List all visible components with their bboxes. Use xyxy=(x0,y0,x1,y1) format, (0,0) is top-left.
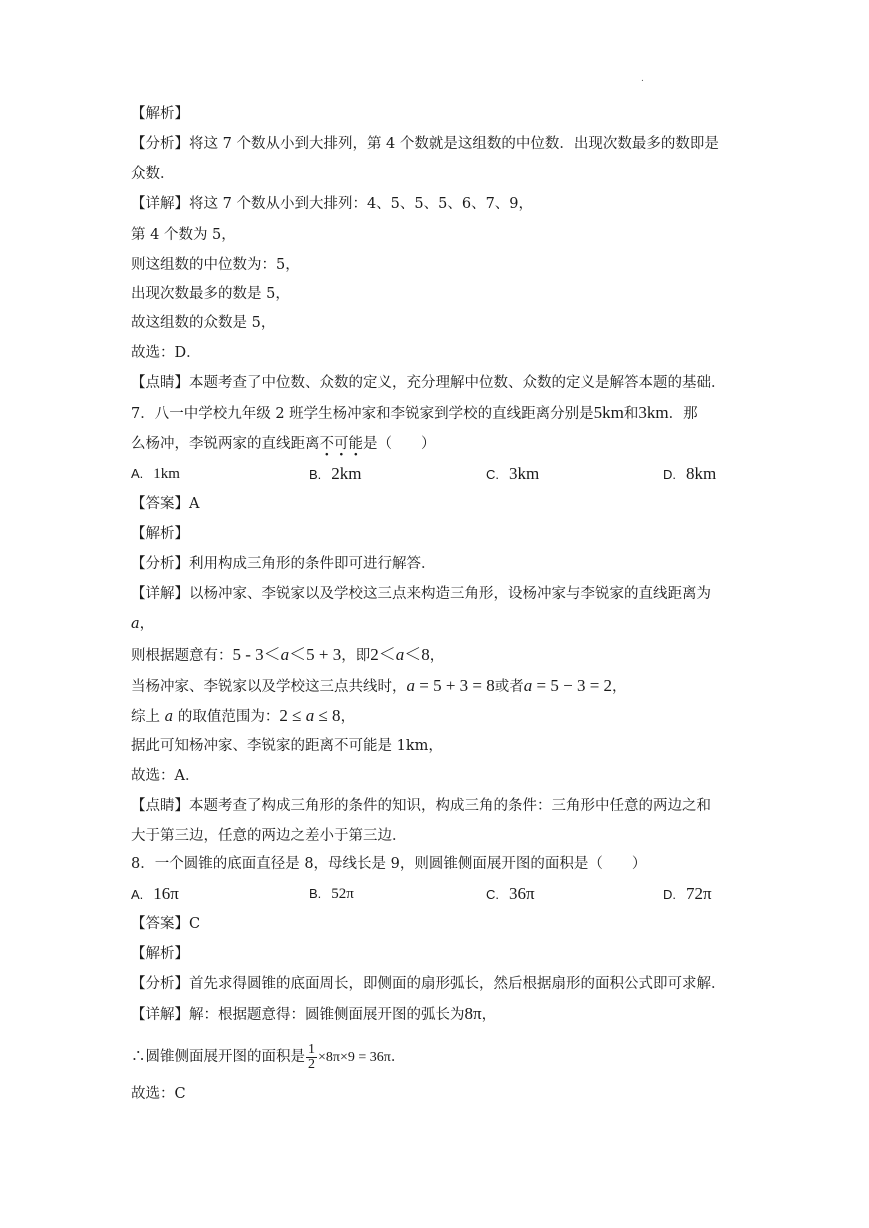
math: ×8π×9 = 36π xyxy=(318,1050,391,1065)
q7-xiangjie: 【详解】以杨冲家、李锐家以及学校这三点来构造三角形，设杨冲家与李锐家的直线距离为 xyxy=(131,586,711,602)
option-value: 8km xyxy=(686,464,717,483)
math: ≤ 8 xyxy=(314,706,341,725)
option-value: 52π xyxy=(331,886,354,902)
solution-line: 故这组数的众数是 5， xyxy=(131,315,276,331)
option-label: B. xyxy=(309,467,322,482)
text: ， xyxy=(340,709,356,725)
option-value: 3km xyxy=(509,464,540,483)
q8-xiangjie xyxy=(131,1004,496,1025)
q8-option-c xyxy=(486,884,535,905)
q7-distance-1: 5km xyxy=(593,403,624,422)
q7-conclusion: 据此可知杨冲家、李锐家的距离不可能是 1km， xyxy=(131,738,443,754)
math: ＜5 + 3 xyxy=(289,645,342,664)
text: 【详解】解：根据题意得：圆锥侧面展开图的弧长为 xyxy=(131,1007,465,1023)
text: ， xyxy=(429,648,445,664)
q8-answer: 【答案】C xyxy=(131,916,201,932)
q7-stem-end: ．那 xyxy=(668,406,698,422)
text: ． xyxy=(390,1049,406,1065)
solution-line: 则这组数的中位数为：5， xyxy=(131,257,300,273)
q7-stem2-end: 是（ ） xyxy=(363,436,436,452)
q8-stem: 8．一个圆锥的底面直径是 8，母线长是 9，则圆锥侧面展开图的面积是（ ） xyxy=(131,856,647,872)
option-value: 72π xyxy=(686,884,712,903)
text: 综上 xyxy=(131,709,165,725)
q8-jiexi: 【解析】 xyxy=(131,946,189,962)
q7-dianjing: 【点睛】本题考查了构成三角形的条件的知识，构成三角的条件：三角形中任意的两边之和 xyxy=(131,798,711,814)
option-label: A. xyxy=(131,466,144,481)
q7-stem-cont xyxy=(131,434,436,454)
q8-option-b xyxy=(309,884,354,904)
text: 则根据题意有： xyxy=(131,648,233,664)
variable-a: a xyxy=(395,645,405,664)
fraction-denominator: 2 xyxy=(308,1056,315,1072)
q8-area-line xyxy=(131,1042,405,1073)
q8-final: 故选：C xyxy=(131,1086,186,1102)
q7-distance-2: 3km xyxy=(638,403,669,422)
solution-line: 故选：D． xyxy=(131,345,201,361)
text: ， xyxy=(612,679,627,695)
option-value: 16π xyxy=(153,884,179,903)
variable-a: a xyxy=(523,676,533,695)
q7-stem2-text: 么杨冲，李锐两家的直线距离 xyxy=(131,436,320,452)
fraction-numerator: 1 xyxy=(308,1041,315,1057)
option-label: C. xyxy=(486,887,499,902)
emphasis-char: 能 xyxy=(348,436,363,452)
solution-line: 第 4 个数为 5， xyxy=(131,227,236,243)
q8-option-d xyxy=(663,884,712,905)
text: ，即 xyxy=(341,648,371,664)
q7-option-d xyxy=(663,464,716,485)
q8-option-a xyxy=(131,884,179,905)
option-value: 1km xyxy=(153,466,180,482)
option-value: 36π xyxy=(509,884,535,903)
q7-xiangjie-cont xyxy=(131,614,154,634)
q7-stem-text: 7．八一中学校九年级 2 班学生杨冲家和李锐家到学校的直线距离分别是 xyxy=(131,406,594,422)
q7-answer: 【答案】A xyxy=(131,496,200,512)
xiangjie-line: 【详解】将这 7 个数从小到大排列：4、5、5、5、6、7、9， xyxy=(131,196,534,212)
q7-and: 和 xyxy=(623,406,639,422)
q7-range-line xyxy=(131,706,355,727)
variable-a: a xyxy=(305,706,315,725)
option-value: 2km xyxy=(331,464,362,483)
q7-option-c xyxy=(486,464,539,485)
q7-fenxi: 【分析】利用构成三角形的条件即可进行解答． xyxy=(131,556,436,572)
dianjing-line: 【点睛】本题考查了中位数、众数的定义，充分理解中位数、众数的定义是解答本题的基础． xyxy=(131,375,726,391)
math: = 5 − 3 = 2 xyxy=(532,676,613,695)
text: 的取值范围为： xyxy=(173,709,280,725)
math: = 5 + 3 = 8 xyxy=(415,676,495,695)
text: ∴圆锥侧面展开图的面积是 xyxy=(131,1049,305,1065)
option-label: A. xyxy=(131,887,144,902)
math: 8π xyxy=(464,1004,482,1023)
option-label: B. xyxy=(309,886,322,901)
q7-select: 故选：A． xyxy=(131,768,200,784)
q8-fenxi: 【分析】首先求得圆锥的底面周长，即侧面的扇形弧长，然后根据扇形的面积公式即可求解． xyxy=(131,976,726,992)
q7-jiexi: 【解析】 xyxy=(131,526,189,542)
fraction xyxy=(306,1043,317,1072)
q7-stem xyxy=(131,403,698,424)
header-dot: . xyxy=(641,74,644,84)
option-label: D. xyxy=(663,887,676,902)
q7-option-b xyxy=(309,464,362,485)
q7-dianjing-cont: 大于第三边，任意的两边之差小于第三边． xyxy=(131,828,407,844)
fenxi-line: 【分析】将这 7 个数从小到大排列，第 4 个数就是这组数的中位数．出现次数最多的数即是 xyxy=(131,136,719,152)
punct: ， xyxy=(139,616,155,632)
solution-line: 出现次数最多的数是 5， xyxy=(131,286,290,302)
option-label: D. xyxy=(663,467,676,482)
text: ， xyxy=(481,1007,497,1023)
math: 2＜ xyxy=(370,645,396,664)
q7-collinear-line xyxy=(131,676,627,697)
jiexi-heading: 【解析】 xyxy=(131,106,189,122)
variable-a: a xyxy=(280,645,290,664)
variable-a: a xyxy=(406,676,415,695)
variable-a: a xyxy=(164,709,174,725)
math: 5 - 3＜ xyxy=(232,645,281,664)
fenxi-line-cont: 众数． xyxy=(131,166,175,182)
math: ＜8 xyxy=(404,645,430,664)
option-label: C. xyxy=(486,467,499,482)
math: 2 ≤ xyxy=(279,706,306,725)
variable-a: a xyxy=(131,616,140,632)
emphasis-char: 可 xyxy=(334,436,349,452)
q7-inequality-line xyxy=(131,645,444,666)
text: 或者 xyxy=(494,679,524,695)
q7-option-a xyxy=(131,464,180,484)
text: 当杨冲家、李锐家以及学校这三点共线时， xyxy=(131,679,407,695)
emphasis-char: 不 xyxy=(319,436,334,452)
